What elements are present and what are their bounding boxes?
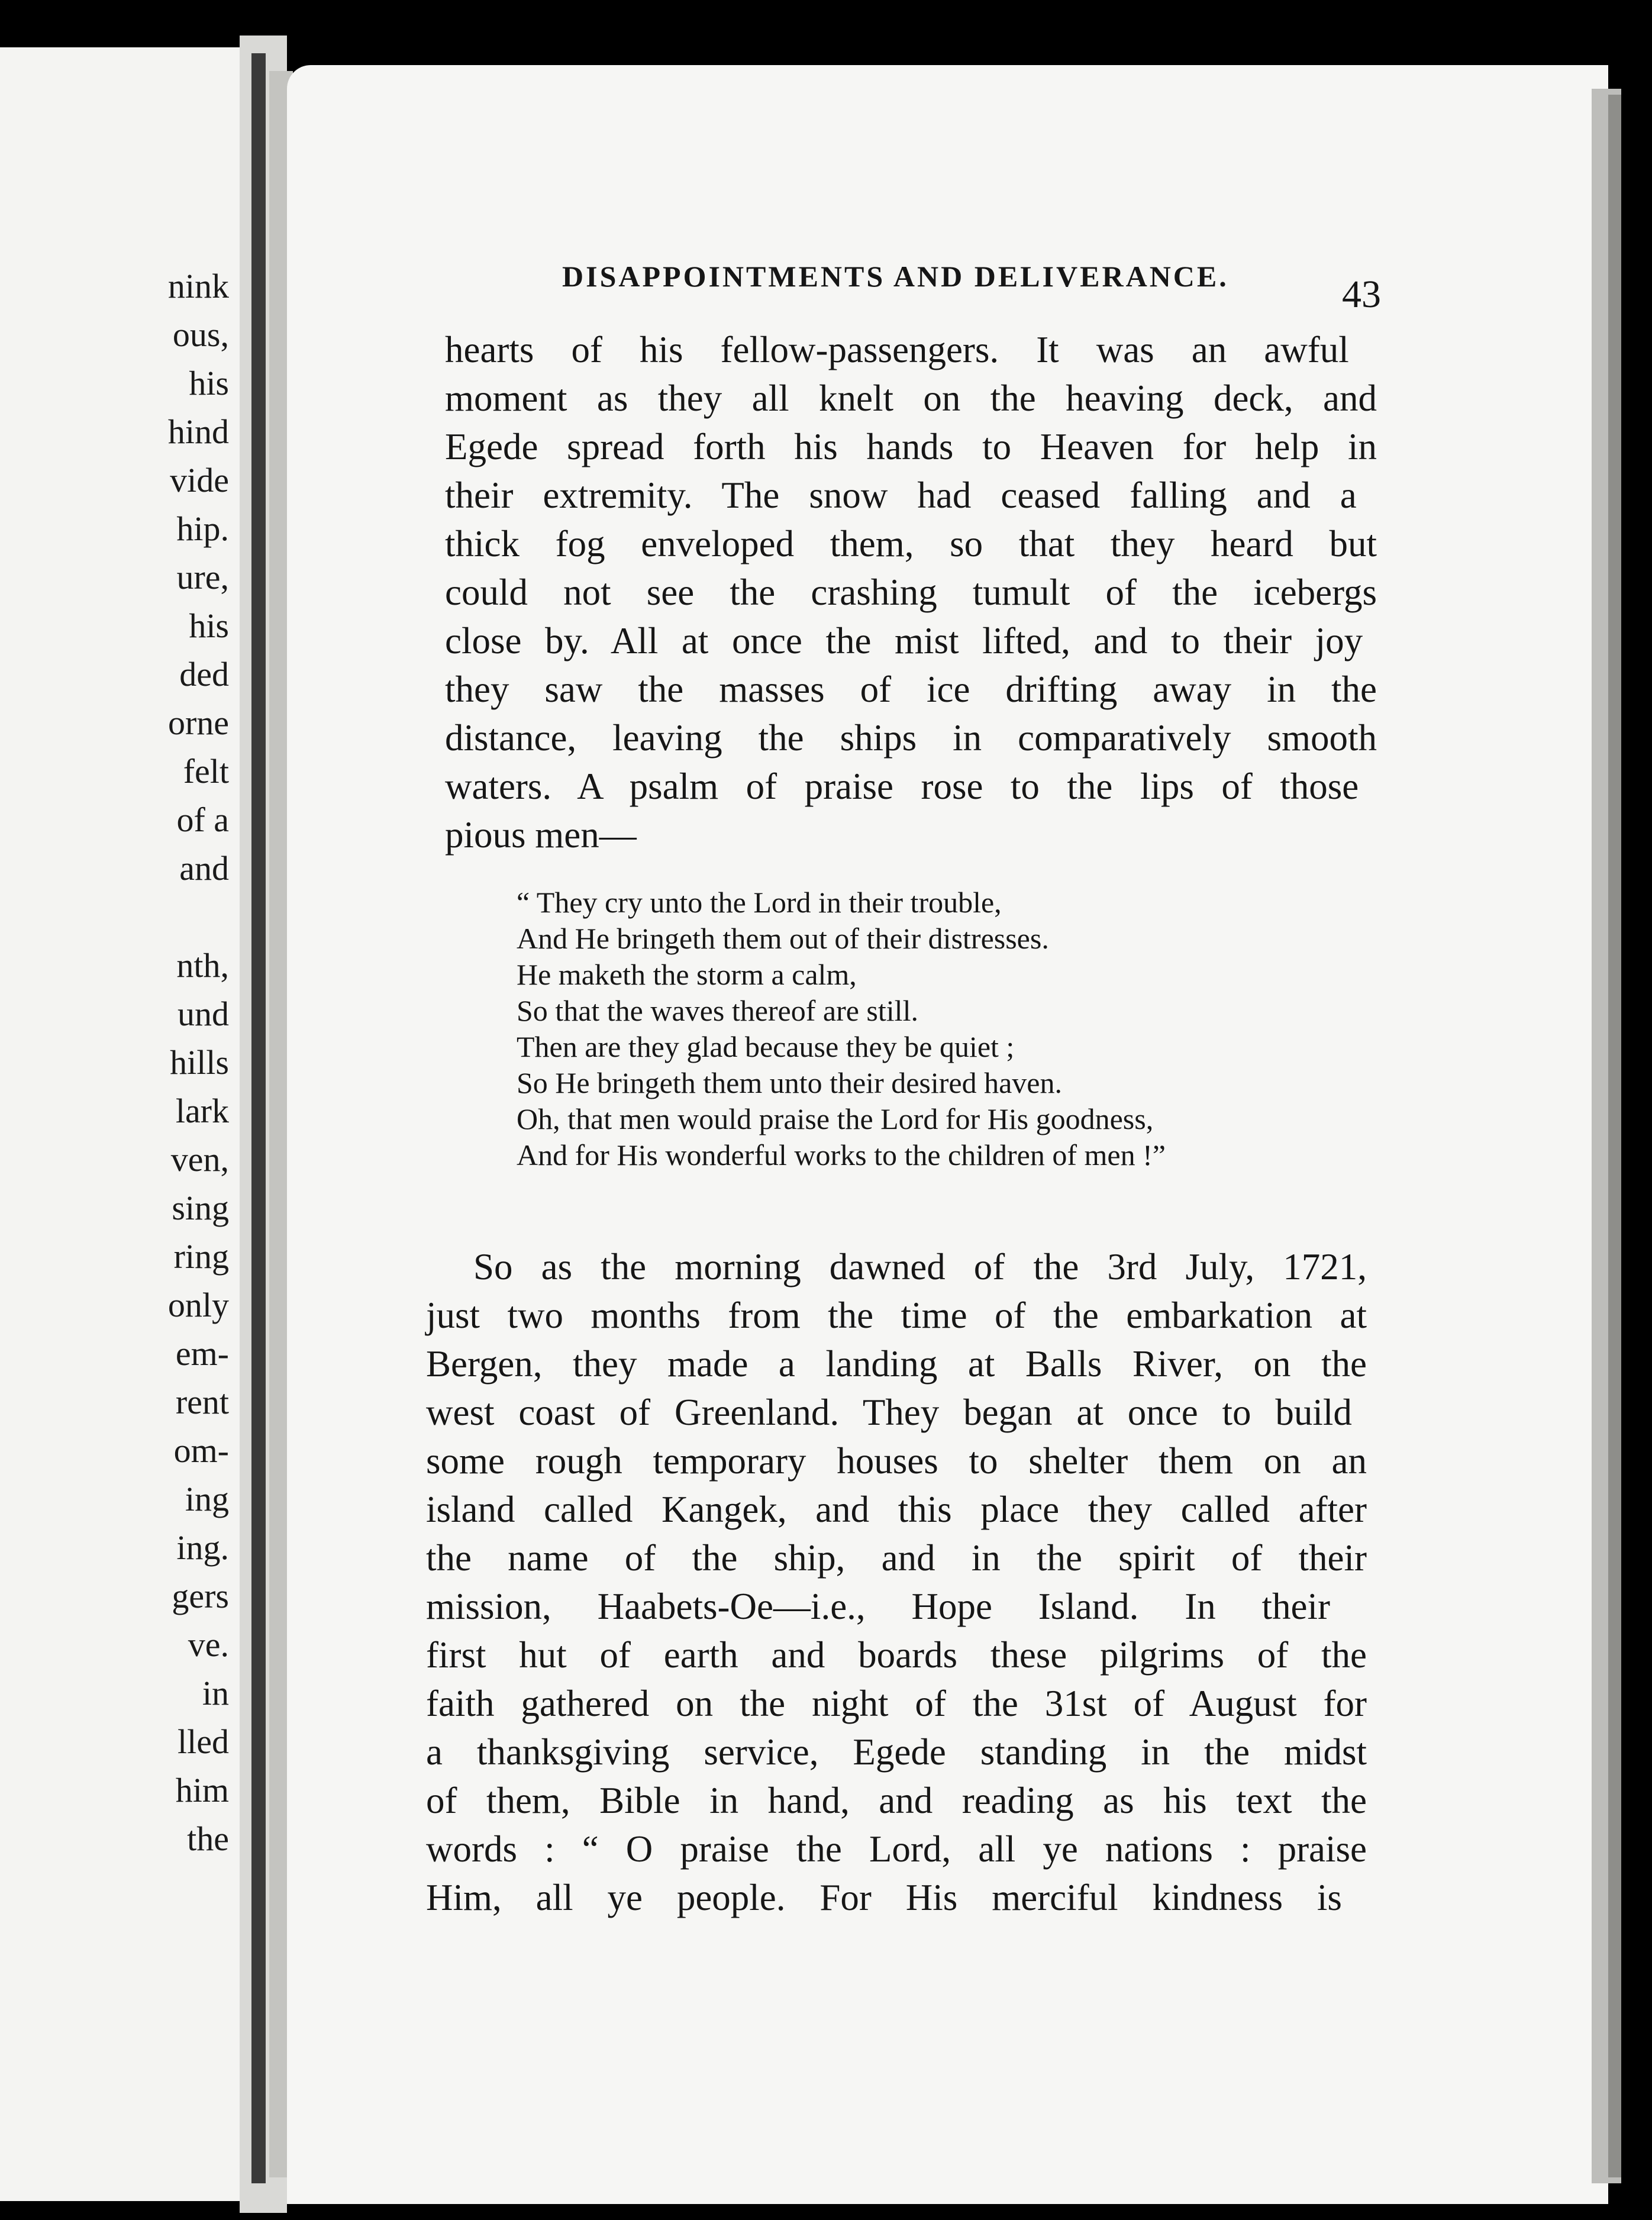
left-page-fragment: und xyxy=(178,995,229,1033)
left-page-fragment: hip. xyxy=(176,509,229,548)
paragraph1-line: they saw the masses of ice drifting away in the xyxy=(445,669,1377,710)
paragraph2-line: first hut of earth and boards these pilgrims of the xyxy=(426,1634,1367,1676)
paragraph1-line: waters. A psalm of praise rose to the lips of those xyxy=(445,766,1359,807)
paragraph1-line: could not see the crashing tumult of the icebergs xyxy=(445,572,1377,613)
paragraph2-line: some rough temporary houses to shelter them on an xyxy=(426,1440,1367,1482)
gutter-shadow xyxy=(251,53,266,2183)
paragraph2-line: So as the morning dawned of the 3rd July, 1721, xyxy=(473,1246,1367,1288)
left-page-fragment: om- xyxy=(173,1431,229,1470)
left-page-fragment: ve. xyxy=(188,1625,229,1664)
left-page-fragment: lark xyxy=(175,1092,229,1130)
paragraph2-line: words : “ O praise the Lord, all ye nations : praise xyxy=(426,1828,1367,1870)
paragraph1-line: distance, leaving the ships in comparatively smooth xyxy=(445,717,1377,759)
left-page-fragment: em- xyxy=(175,1334,229,1373)
verse-line: Then are they glad because they be quiet ; xyxy=(517,1030,1015,1063)
left-page-fragment: vide xyxy=(170,461,229,499)
left-page-fragment: ded xyxy=(179,655,229,693)
left-page-fragment: ure, xyxy=(176,558,229,596)
left-page-fragment: sing xyxy=(172,1189,229,1227)
paragraph2-line: west coast of Greenland. They began at once to build xyxy=(426,1392,1352,1433)
paragraph2-line: faith gathered on the night of the 31st of August for xyxy=(426,1683,1367,1724)
left-page-fragment: nink xyxy=(167,267,229,305)
paragraph2-line: a thanksgiving service, Egede standing in the midst xyxy=(426,1731,1367,1773)
left-page-fragment: ven, xyxy=(170,1140,229,1179)
left-page-fragment: ing xyxy=(185,1480,229,1518)
verse-line: “ They cry unto the Lord in their trouble, xyxy=(517,886,1002,919)
left-page-fragment: rent xyxy=(175,1383,229,1421)
verse-line: Oh, that men would praise the Lord for His goodness, xyxy=(517,1102,1154,1135)
running-head: DISAPPOINTMENTS AND DELIVERANCE. xyxy=(562,260,1229,293)
left-page-fragment: only xyxy=(167,1286,229,1324)
paragraph1-line: Egede spread forth his hands to Heaven for help in xyxy=(445,426,1377,467)
verse-line: So He bringeth them unto their desired haven. xyxy=(517,1066,1062,1099)
left-page-fragment: orne xyxy=(167,704,229,742)
left-page-fragment: ous, xyxy=(172,315,229,354)
paragraph2-line: the name of the ship, and in the spirit of their xyxy=(426,1537,1367,1579)
verse-line: And He bringeth them out of their distresses. xyxy=(517,922,1049,955)
left-page xyxy=(0,47,240,2201)
paragraph2-line: Him, all ye people. For His merciful kindness is xyxy=(426,1877,1342,1918)
left-page-fragment: felt xyxy=(183,752,229,790)
paragraph1-line: moment as they all knelt on the heaving deck, and xyxy=(445,377,1377,419)
page-edge-shadow xyxy=(1608,95,1621,2177)
left-page-fragment: hind xyxy=(167,412,229,451)
paragraph2-line: Bergen, they made a landing at Balls River, on the xyxy=(426,1343,1367,1385)
left-page-fragment: ing. xyxy=(176,1528,229,1567)
left-page-fragment: hills xyxy=(170,1043,229,1082)
left-page-fragment: the xyxy=(187,1819,229,1858)
paragraph1-line: close by. All at once the mist lifted, and to their joy xyxy=(445,620,1363,662)
left-page-fragment: his xyxy=(189,606,229,645)
left-page-fragment: ring xyxy=(173,1237,229,1276)
left-page-fragment: nth, xyxy=(176,946,229,985)
left-page-fragment: him xyxy=(175,1771,229,1809)
left-page-fragment: gers xyxy=(172,1577,229,1615)
verse-line: He maketh the storm a calm, xyxy=(517,958,857,991)
paragraph2-line: mission, Haabets-Oe—i.e., Hope Island. In their xyxy=(426,1586,1330,1627)
left-page-fragment: lled xyxy=(178,1722,229,1761)
page-number: 43 xyxy=(1342,273,1381,316)
paragraph1-line: their extremity. The snow had ceased falling and a xyxy=(445,475,1357,516)
left-page-fragment: of a xyxy=(176,801,229,839)
left-page-fragment: and xyxy=(179,849,229,888)
paragraph1-line: hearts of his fellow-passengers. It was an awful xyxy=(445,329,1349,370)
paragraph2-line: of them, Bible in hand, and reading as his text the xyxy=(426,1780,1367,1821)
left-page-fragment: in xyxy=(202,1674,229,1712)
paragraph2-line: just two months from the time of the embarkation at xyxy=(426,1295,1367,1336)
paragraph1-line: thick fog enveloped them, so that they heard but xyxy=(445,523,1377,564)
paragraph1-line: pious men— xyxy=(445,814,637,856)
verse-line: And for His wonderful works to the children of men !” xyxy=(517,1138,1166,1172)
paragraph2-line: island called Kangek, and this place they called after xyxy=(426,1489,1367,1530)
left-page-fragment: his xyxy=(189,364,229,402)
verse-line: So that the waves thereof are still. xyxy=(517,994,918,1027)
